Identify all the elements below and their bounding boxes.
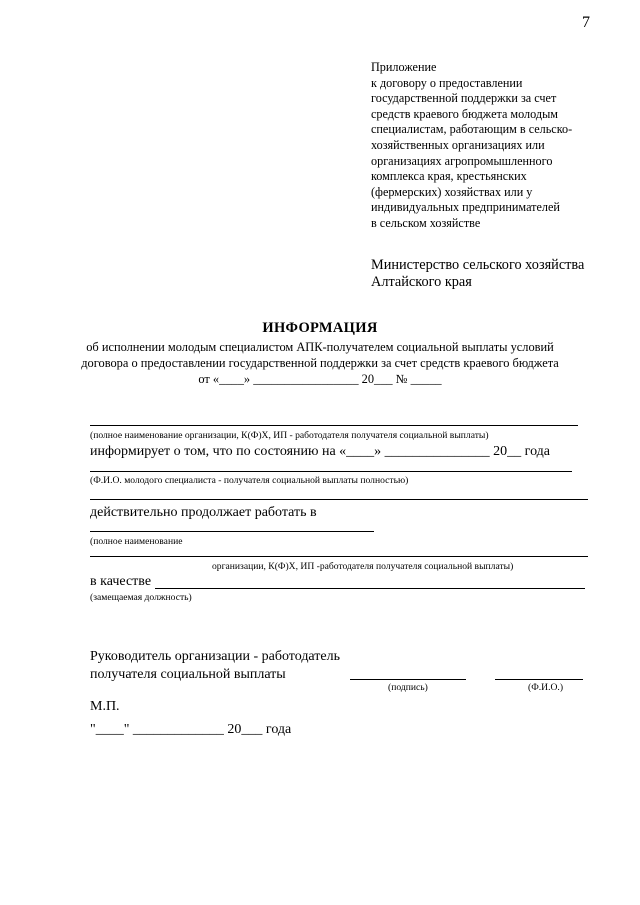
appendix-note [371,60,572,232]
head-of-organization [90,648,340,684]
appendix-line: организациях агропромышленного [371,153,553,168]
appendix-line: в сельском хозяйстве [371,215,481,230]
date-line: "____" _____________ 20___ года [90,722,292,737]
org-name-caption: (полное наименование организации, К(Ф)Х, ИП - работодателя получателя социальной выплаты) [90,430,489,441]
position-field[interactable] [155,588,585,589]
signature-field[interactable] [350,679,466,680]
subtitle-line: договора о предоставлении государственной поддержки за счет средств краевого бюджета [81,356,559,370]
works-text: действительно продолжает работать в [90,505,317,520]
page-number: 7 [582,14,590,31]
org-name-field[interactable] [90,425,578,426]
appendix-line: к договору о предоставлении [371,75,523,90]
fio-caption: (Ф.И.О. молодого специалиста - получателя социальной выплаты полностью) [90,475,409,486]
employer-field[interactable] [90,531,374,532]
informs-text: информирует о том, что по состоянию на «____» _______________ 20__ года [90,444,551,459]
appendix-line: комплекса края, крестьянских [371,169,527,184]
appendix-line: хозяйственных организациях или [371,137,545,152]
appendix-line: Приложение [371,60,437,74]
document-subtitle [0,339,640,387]
subtitle-line: об исполнении молодым специалистом АПК-получателем социальной выплаты условий [86,340,554,354]
appendix-line: государственной поддержки за счет [371,91,557,106]
employer-field-continued[interactable] [90,556,588,557]
appendix-line: специалистам, работающим в сельско- [371,122,573,137]
fio-field-continued[interactable] [90,499,588,500]
addressee [371,257,584,291]
full-name-caption: (полное наименование [90,536,183,547]
addressee-line: Алтайского края [371,274,472,290]
position-caption: (замещаемая должность) [90,592,192,603]
fio-field[interactable] [90,471,572,472]
name-caption: (Ф.И.О.) [528,682,564,693]
appendix-line: (фермерских) хозяйствах или у [371,184,533,199]
head-line: получателя социальной выплаты [90,667,286,682]
addressee-line: Министерство сельского хозяйства [371,257,585,273]
document-title: ИНФОРМАЦИЯ [262,320,378,336]
stamp-placeholder: М.П. [90,699,120,714]
subtitle-line: от «____» _________________ 20___ № _____ [198,372,442,386]
appendix-line: индивидуальных предпринимателей [371,200,560,215]
appendix-line: средств краевого бюджета молодым [371,106,558,121]
employer-caption: организации, К(Ф)Х, ИП -работодателя получателя социальной выплаты) [212,561,514,572]
signature-caption: (подпись) [388,682,428,693]
name-field[interactable] [495,679,583,680]
position-label: в качестве [90,574,152,589]
head-line: Руководитель организации - работодатель [90,649,340,664]
